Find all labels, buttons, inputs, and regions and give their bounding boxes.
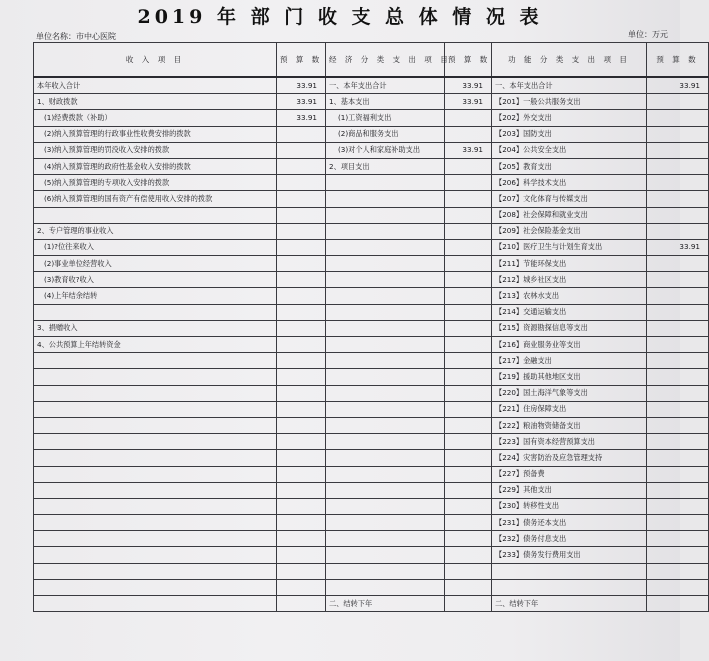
economic-item-cell — [326, 353, 445, 369]
income-budget-cell — [277, 498, 326, 514]
income-budget-cell — [277, 256, 326, 272]
economic-item-cell: 2、项目支出 — [326, 158, 445, 174]
functional-item-cell: 【204】公共安全支出 — [492, 142, 647, 158]
table-row — [34, 110, 709, 126]
income-item-cell: (4)纳入预算管理的政府性基金收入安排的拨款 — [34, 158, 277, 174]
functional-budget-cell — [647, 498, 709, 514]
income-item-cell: (1)经费拨款（补助） — [34, 110, 277, 126]
table-row — [34, 175, 709, 191]
functional-budget-cell — [647, 126, 709, 142]
functional-budget-cell — [647, 320, 709, 336]
economic-item-cell — [326, 450, 445, 466]
functional-budget-cell — [647, 288, 709, 304]
income-budget-cell — [277, 337, 326, 353]
table-row — [34, 353, 709, 369]
economic-budget-cell — [445, 158, 492, 174]
income-budget-cell — [277, 385, 326, 401]
economic-budget-cell: 33.91 — [445, 142, 492, 158]
functional-budget-cell — [647, 434, 709, 450]
income-budget-cell: 33.91 — [277, 77, 326, 94]
functional-budget-cell — [647, 142, 709, 158]
functional-item-cell: 【205】教育支出 — [492, 158, 647, 174]
table-row — [34, 304, 709, 320]
economic-budget-cell — [445, 531, 492, 547]
functional-budget-cell — [647, 304, 709, 320]
functional-item-cell: 【221】住房保障支出 — [492, 401, 647, 417]
functional-item-cell: 【227】预备费 — [492, 466, 647, 482]
economic-item-cell: (3)对个人和家庭补助支出 — [326, 142, 445, 158]
table-row — [34, 239, 709, 255]
functional-budget-cell — [647, 94, 709, 110]
economic-budget-cell — [445, 207, 492, 223]
table-row — [34, 288, 709, 304]
economic-budget-cell — [445, 191, 492, 207]
functional-item-cell: 【231】债务还本支出 — [492, 515, 647, 531]
functional-item-cell: 【216】商业服务业等支出 — [492, 337, 647, 353]
income-budget-cell — [277, 207, 326, 223]
table-row — [34, 579, 709, 595]
table-row — [34, 417, 709, 433]
table-row — [34, 531, 709, 547]
income-item-cell: 本年收入合计 — [34, 77, 277, 94]
economic-budget-cell — [445, 256, 492, 272]
income-item-cell: 3、捐赠收入 — [34, 320, 277, 336]
income-item-cell — [34, 353, 277, 369]
income-item-cell: (2)纳入预算管理的行政事业性收费安排的拨款 — [34, 126, 277, 142]
functional-item-cell: 【209】社会保险基金支出 — [492, 223, 647, 239]
income-budget-cell — [277, 353, 326, 369]
economic-budget-cell — [445, 239, 492, 255]
income-item-cell: 2、专户管理的事业收入 — [34, 223, 277, 239]
economic-item-cell: (1)工资福利支出 — [326, 110, 445, 126]
income-budget-cell — [277, 401, 326, 417]
functional-budget-cell — [647, 531, 709, 547]
income-item-cell — [34, 369, 277, 385]
economic-item-cell — [326, 191, 445, 207]
economic-budget-cell — [445, 498, 492, 514]
income-budget-cell — [277, 320, 326, 336]
economic-budget-cell — [445, 320, 492, 336]
income-item-cell — [34, 515, 277, 531]
functional-budget-cell — [647, 417, 709, 433]
table-row — [34, 385, 709, 401]
income-item-cell — [34, 434, 277, 450]
economic-item-cell — [326, 320, 445, 336]
income-budget-cell — [277, 482, 326, 498]
economic-item-cell — [326, 579, 445, 595]
economic-budget-cell — [445, 337, 492, 353]
income-item-cell: 1、财政拨款 — [34, 94, 277, 110]
economic-item-cell — [326, 531, 445, 547]
functional-budget-cell — [647, 256, 709, 272]
table-row — [34, 223, 709, 239]
table-row — [34, 563, 709, 579]
table-row — [34, 191, 709, 207]
income-item-cell — [34, 207, 277, 223]
functional-item-cell: 【230】转移性支出 — [492, 498, 647, 514]
economic-budget-cell — [445, 547, 492, 563]
table-row — [34, 450, 709, 466]
table-row — [34, 142, 709, 158]
economic-budget-cell — [445, 563, 492, 579]
functional-budget-cell — [647, 596, 709, 612]
table-row — [34, 158, 709, 174]
income-budget-cell — [277, 239, 326, 255]
income-budget-cell — [277, 596, 326, 612]
economic-budget-cell — [445, 272, 492, 288]
functional-item-cell: 【219】援助其他地区支出 — [492, 369, 647, 385]
functional-item-cell: 【201】一般公共服务支出 — [492, 94, 647, 110]
economic-item-cell — [326, 337, 445, 353]
income-item-cell — [34, 482, 277, 498]
economic-budget-cell — [445, 417, 492, 433]
economic-budget-cell — [445, 596, 492, 612]
functional-budget-cell — [647, 482, 709, 498]
header-economic-budget: 预 算 数 — [445, 43, 492, 78]
income-item-cell — [34, 385, 277, 401]
economic-item-cell — [326, 417, 445, 433]
functional-budget-cell — [647, 450, 709, 466]
table-row — [34, 369, 709, 385]
income-item-cell — [34, 498, 277, 514]
functional-budget-cell — [647, 158, 709, 174]
income-item-cell: (1)?位往来收入 — [34, 239, 277, 255]
income-item-cell — [34, 579, 277, 595]
economic-budget-cell — [445, 482, 492, 498]
income-item-cell — [34, 417, 277, 433]
economic-budget-cell: 33.91 — [445, 94, 492, 110]
economic-budget-cell — [445, 450, 492, 466]
income-item-cell: 4、公共预算上年结转资金 — [34, 337, 277, 353]
functional-item-cell: 【222】粮油物资储备支出 — [492, 417, 647, 433]
unit-label: 单位：万元 — [628, 30, 668, 39]
economic-item-cell — [326, 498, 445, 514]
economic-item-cell: 二、结转下年 — [326, 596, 445, 612]
economic-budget-cell — [445, 466, 492, 482]
income-item-cell — [34, 401, 277, 417]
functional-item-cell: 【211】节能环保支出 — [492, 256, 647, 272]
table-row — [34, 256, 709, 272]
functional-item-cell: 【217】金融支出 — [492, 353, 647, 369]
income-budget-cell — [277, 450, 326, 466]
economic-budget-cell — [445, 515, 492, 531]
header-income-budget: 预 算 数 — [277, 43, 326, 78]
functional-item-cell: 【208】社会保障和就业支出 — [492, 207, 647, 223]
income-budget-cell — [277, 531, 326, 547]
economic-item-cell — [326, 482, 445, 498]
economic-item-cell — [326, 547, 445, 563]
economic-budget-cell — [445, 369, 492, 385]
income-budget-cell — [277, 175, 326, 191]
functional-item-cell: 【224】灾害防治及应急管理支持 — [492, 450, 647, 466]
table-row — [34, 482, 709, 498]
economic-item-cell — [326, 401, 445, 417]
functional-budget-cell — [647, 547, 709, 563]
income-item-cell — [34, 531, 277, 547]
economic-item-cell — [326, 434, 445, 450]
functional-item-cell: 【213】农林水支出 — [492, 288, 647, 304]
economic-item-cell — [326, 563, 445, 579]
functional-item-cell: 【215】资源勘探信息等支出 — [492, 320, 647, 336]
economic-item-cell — [326, 385, 445, 401]
income-item-cell — [34, 547, 277, 563]
income-budget-cell — [277, 191, 326, 207]
header-income-items: 收 入 项 目 — [34, 43, 277, 78]
table-row — [34, 272, 709, 288]
economic-item-cell — [326, 256, 445, 272]
functional-budget-cell — [647, 369, 709, 385]
functional-budget-cell — [647, 175, 709, 191]
income-budget-cell — [277, 272, 326, 288]
header-economic-items: 经 济 分 类 支 出 项 目 — [326, 43, 445, 78]
economic-item-cell: (2)商品和服务支出 — [326, 126, 445, 142]
income-item-cell: (3)纳入预算管理的罚没收入安排的拨款 — [34, 142, 277, 158]
economic-budget-cell — [445, 288, 492, 304]
functional-budget-cell — [647, 579, 709, 595]
income-budget-cell — [277, 515, 326, 531]
income-budget-cell — [277, 223, 326, 239]
functional-budget-cell — [647, 110, 709, 126]
economic-budget-cell — [445, 175, 492, 191]
economic-item-cell — [326, 515, 445, 531]
economic-item-cell — [326, 207, 445, 223]
functional-item-cell: 二、结转下年 — [492, 596, 647, 612]
income-item-cell: (6)纳入预算管理的国有资产有偿使用收入安排的拨款 — [34, 191, 277, 207]
economic-item-cell — [326, 239, 445, 255]
income-budget-cell — [277, 288, 326, 304]
economic-budget-cell — [445, 126, 492, 142]
income-budget-cell — [277, 304, 326, 320]
table-header-row — [34, 43, 709, 78]
functional-budget-cell — [647, 191, 709, 207]
economic-item-cell — [326, 288, 445, 304]
income-budget-cell — [277, 547, 326, 563]
functional-item-cell: 【233】债务发行费用支出 — [492, 547, 647, 563]
table-row — [34, 434, 709, 450]
functional-item-cell — [492, 579, 647, 595]
functional-budget-cell — [647, 223, 709, 239]
income-item-cell: (3)教育收?收入 — [34, 272, 277, 288]
income-budget-cell — [277, 417, 326, 433]
income-item-cell — [34, 596, 277, 612]
functional-item-cell: 【210】医疗卫生与计划生育支出 — [492, 239, 647, 255]
economic-item-cell: 一、本年支出合计 — [326, 77, 445, 94]
functional-budget-cell — [647, 466, 709, 482]
table-row — [34, 207, 709, 223]
functional-item-cell: 【214】交通运输支出 — [492, 304, 647, 320]
functional-item-cell: 一、本年支出合计 — [492, 77, 647, 94]
economic-budget-cell — [445, 579, 492, 595]
functional-budget-cell — [647, 353, 709, 369]
table-row — [34, 466, 709, 482]
table-row — [34, 320, 709, 336]
table-row — [34, 498, 709, 514]
budget-table — [33, 42, 709, 612]
income-budget-cell — [277, 158, 326, 174]
header-functional-items: 功 能 分 类 支 出 项 目 — [492, 43, 647, 78]
economic-budget-cell — [445, 401, 492, 417]
functional-budget-cell: 33.91 — [647, 239, 709, 255]
economic-item-cell: 1、基本支出 — [326, 94, 445, 110]
economic-budget-cell — [445, 353, 492, 369]
income-item-cell — [34, 466, 277, 482]
income-item-cell: (5)纳入预算管理的专项收入安排的拨款 — [34, 175, 277, 191]
income-budget-cell — [277, 563, 326, 579]
income-item-cell — [34, 450, 277, 466]
economic-item-cell — [326, 223, 445, 239]
functional-item-cell: 【202】外交支出 — [492, 110, 647, 126]
economic-budget-cell — [445, 434, 492, 450]
organization-label: 单位名称：市中心医院 — [36, 32, 116, 41]
functional-budget-cell — [647, 337, 709, 353]
functional-budget-cell — [647, 515, 709, 531]
page-title: 2019 年 部 门 收 支 总 体 情 况 表 — [137, 6, 543, 28]
income-item-cell: (2)事业单位经营收入 — [34, 256, 277, 272]
income-budget-cell — [277, 579, 326, 595]
table-body — [34, 77, 709, 612]
functional-item-cell: 【223】国有资本经营预算支出 — [492, 434, 647, 450]
income-budget-cell: 33.91 — [277, 94, 326, 110]
economic-budget-cell — [445, 304, 492, 320]
functional-item-cell: 【203】国防支出 — [492, 126, 647, 142]
economic-item-cell — [326, 466, 445, 482]
table-row — [34, 94, 709, 110]
economic-budget-cell: 33.91 — [445, 77, 492, 94]
table-row — [34, 77, 709, 94]
income-budget-cell — [277, 142, 326, 158]
economic-budget-cell — [445, 110, 492, 126]
functional-budget-cell — [647, 401, 709, 417]
income-budget-cell — [277, 466, 326, 482]
table-row — [34, 596, 709, 612]
functional-item-cell: 【212】城乡社区支出 — [492, 272, 647, 288]
economic-budget-cell — [445, 385, 492, 401]
functional-item-cell: 【220】国土海洋气象等支出 — [492, 385, 647, 401]
income-item-cell — [34, 304, 277, 320]
functional-item-cell: 【229】其他支出 — [492, 482, 647, 498]
economic-item-cell — [326, 175, 445, 191]
functional-budget-cell — [647, 207, 709, 223]
income-budget-cell — [277, 126, 326, 142]
table-row — [34, 547, 709, 563]
functional-budget-cell — [647, 272, 709, 288]
income-item-cell: (4)上年结余结转 — [34, 288, 277, 304]
functional-budget-cell — [647, 563, 709, 579]
table-row — [34, 401, 709, 417]
table-row — [34, 126, 709, 142]
functional-item-cell: 【232】债务付息支出 — [492, 531, 647, 547]
functional-item-cell: 【207】文化体育与传媒支出 — [492, 191, 647, 207]
functional-item-cell — [492, 563, 647, 579]
table-row — [34, 337, 709, 353]
economic-item-cell — [326, 304, 445, 320]
header-functional-budget: 预 算 数 — [647, 43, 709, 78]
income-budget-cell — [277, 369, 326, 385]
economic-item-cell — [326, 272, 445, 288]
table-row — [34, 515, 709, 531]
economic-item-cell — [326, 369, 445, 385]
income-budget-cell: 33.91 — [277, 110, 326, 126]
functional-item-cell: 【206】科学技术支出 — [492, 175, 647, 191]
functional-budget-cell: 33.91 — [647, 77, 709, 94]
income-item-cell — [34, 563, 277, 579]
functional-budget-cell — [647, 385, 709, 401]
economic-budget-cell — [445, 223, 492, 239]
income-budget-cell — [277, 434, 326, 450]
